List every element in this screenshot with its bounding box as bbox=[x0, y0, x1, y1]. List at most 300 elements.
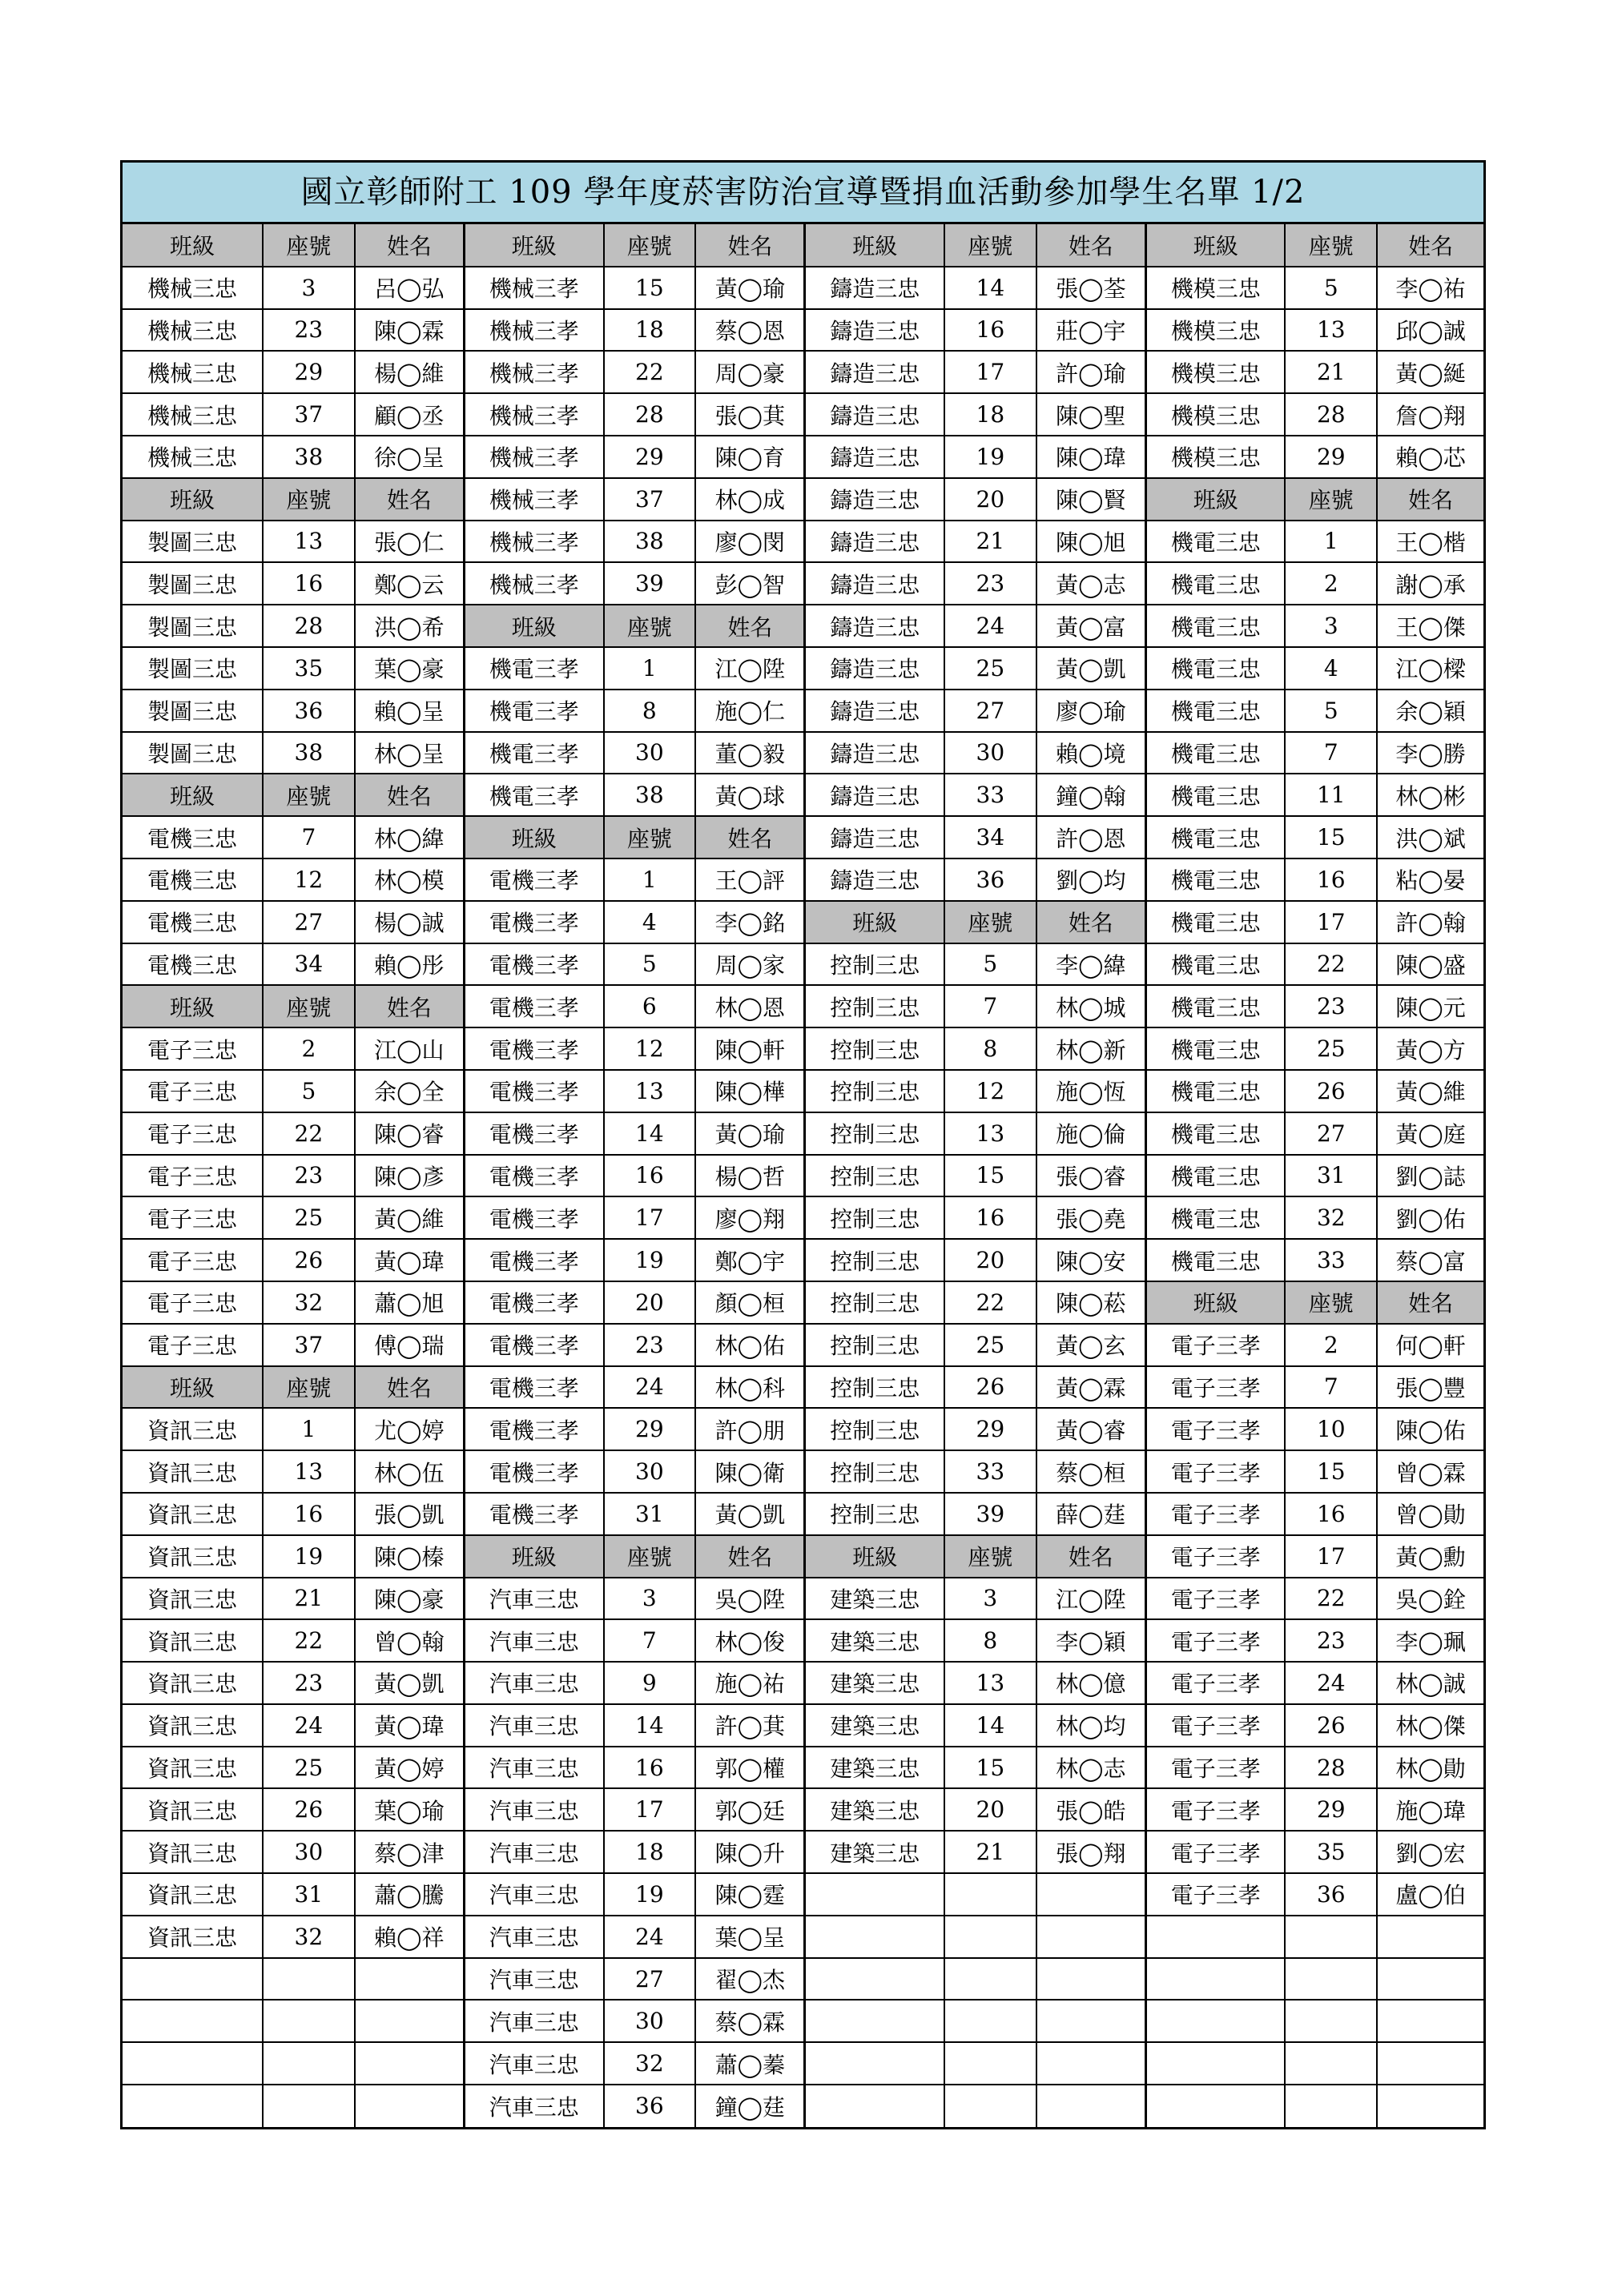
cell-seat: 21 bbox=[944, 1831, 1036, 1873]
cell-name: 王◯傑 bbox=[1377, 605, 1483, 647]
cell-name: 余◯穎 bbox=[1377, 690, 1483, 732]
cell-name: 張◯皓 bbox=[1036, 1788, 1146, 1831]
cell-seat: 14 bbox=[604, 1112, 696, 1155]
cell-class: 汽車三忠 bbox=[464, 1958, 603, 2000]
cell-seat: 38 bbox=[263, 732, 355, 774]
cell-name: 黃◯凱 bbox=[695, 1493, 805, 1535]
cell-seat: 13 bbox=[944, 1112, 1036, 1155]
cell-class: 機電三忠 bbox=[1145, 562, 1285, 605]
cell-class: 電子三孝 bbox=[1145, 1831, 1285, 1873]
cell-name: 陳◯聖 bbox=[1036, 393, 1146, 436]
cell-class: 製圖三忠 bbox=[123, 605, 263, 647]
cell-name: 黃◯志 bbox=[1036, 562, 1146, 605]
cell-class: 機電三忠 bbox=[1145, 1196, 1285, 1239]
cell-class: 機電三忠 bbox=[1145, 605, 1285, 647]
cell-name: 翟◯杰 bbox=[695, 1958, 805, 2000]
cell-class: 機械三忠 bbox=[123, 267, 263, 309]
cell-seat: 32 bbox=[263, 1281, 355, 1324]
cell-class: 電子三忠 bbox=[123, 1324, 263, 1366]
cell-name: 黃◯勳 bbox=[1377, 1535, 1483, 1578]
cell-seat: 29 bbox=[604, 436, 696, 478]
cell-name: 葉◯呈 bbox=[695, 1916, 805, 1958]
cell-class: 機電三忠 bbox=[1145, 690, 1285, 732]
header-seat: 座號 bbox=[1285, 478, 1377, 521]
cell-name: 王◯評 bbox=[695, 858, 805, 901]
empty-cell bbox=[355, 1958, 465, 2000]
cell-name: 陳◯彥 bbox=[355, 1155, 465, 1197]
cell-seat: 33 bbox=[944, 1450, 1036, 1493]
cell-seat: 14 bbox=[604, 1704, 696, 1747]
cell-name: 謝◯承 bbox=[1377, 562, 1483, 605]
cell-seat: 38 bbox=[604, 774, 696, 816]
cell-seat: 2 bbox=[1285, 1324, 1377, 1366]
cell-seat: 27 bbox=[263, 901, 355, 943]
cell-seat: 3 bbox=[1285, 605, 1377, 647]
cell-class: 電機三孝 bbox=[464, 1070, 603, 1112]
cell-seat: 13 bbox=[604, 1070, 696, 1112]
cell-seat: 24 bbox=[604, 1916, 696, 1958]
cell-name: 黃◯霖 bbox=[1036, 1366, 1146, 1409]
cell-seat: 20 bbox=[604, 1281, 696, 1324]
cell-name: 曾◯勛 bbox=[1377, 1493, 1483, 1535]
cell-name: 黃◯玄 bbox=[1036, 1324, 1146, 1366]
cell-class: 電機三孝 bbox=[464, 1112, 603, 1155]
cell-name: 鄭◯宇 bbox=[695, 1239, 805, 1281]
cell-class: 電機三孝 bbox=[464, 1239, 603, 1281]
empty-cell bbox=[1036, 2042, 1146, 2085]
cell-seat: 39 bbox=[944, 1493, 1036, 1535]
header-class: 班級 bbox=[464, 816, 603, 858]
cell-class: 建築三忠 bbox=[805, 1831, 944, 1873]
cell-seat: 29 bbox=[604, 1408, 696, 1450]
empty-cell bbox=[1036, 1873, 1146, 1916]
cell-name: 陳◯元 bbox=[1377, 985, 1483, 1027]
cell-name: 鐘◯翰 bbox=[1036, 774, 1146, 816]
header-name: 姓名 bbox=[355, 224, 465, 267]
cell-seat: 32 bbox=[604, 2042, 696, 2085]
table-row bbox=[123, 1619, 1483, 1662]
cell-name: 陳◯榛 bbox=[355, 1535, 465, 1578]
header-name: 姓名 bbox=[355, 478, 465, 521]
cell-seat: 22 bbox=[263, 1112, 355, 1155]
empty-cell bbox=[1285, 1916, 1377, 1958]
cell-name: 劉◯誌 bbox=[1377, 1155, 1483, 1197]
cell-seat: 13 bbox=[944, 1662, 1036, 1704]
table-row bbox=[123, 521, 1483, 563]
cell-name: 黃◯婷 bbox=[355, 1747, 465, 1789]
cell-name: 施◯瑋 bbox=[1377, 1788, 1483, 1831]
cell-name: 蔡◯霖 bbox=[695, 2000, 805, 2042]
cell-seat: 30 bbox=[604, 1450, 696, 1493]
cell-name: 廖◯瑜 bbox=[1036, 690, 1146, 732]
cell-seat: 21 bbox=[1285, 351, 1377, 393]
cell-seat: 36 bbox=[944, 858, 1036, 901]
cell-name: 黃◯維 bbox=[1377, 1070, 1483, 1112]
cell-name: 陳◯賢 bbox=[1036, 478, 1146, 521]
cell-seat: 31 bbox=[604, 1493, 696, 1535]
header-name: 姓名 bbox=[355, 774, 465, 816]
cell-name: 林◯恩 bbox=[695, 985, 805, 1027]
header-class: 班級 bbox=[123, 478, 263, 521]
cell-name: 林◯彬 bbox=[1377, 774, 1483, 816]
cell-name: 陳◯育 bbox=[695, 436, 805, 478]
cell-class: 電機三孝 bbox=[464, 1450, 603, 1493]
header-seat: 座號 bbox=[604, 1535, 696, 1578]
cell-seat: 38 bbox=[604, 521, 696, 563]
cell-class: 資訊三忠 bbox=[123, 1493, 263, 1535]
cell-seat: 30 bbox=[604, 2000, 696, 2042]
cell-name: 黃◯方 bbox=[1377, 1027, 1483, 1070]
cell-class: 鑄造三忠 bbox=[805, 436, 944, 478]
cell-name: 林◯傑 bbox=[1377, 1704, 1483, 1747]
cell-name: 李◯珮 bbox=[1377, 1619, 1483, 1662]
cell-name: 許◯瑜 bbox=[1036, 351, 1146, 393]
cell-class: 資訊三忠 bbox=[123, 1535, 263, 1578]
cell-class: 汽車三忠 bbox=[464, 1578, 603, 1620]
cell-name: 陳◯安 bbox=[1036, 1239, 1146, 1281]
table-row bbox=[123, 2000, 1483, 2042]
cell-class: 機械三忠 bbox=[123, 309, 263, 352]
empty-cell bbox=[805, 2085, 944, 2127]
header-seat: 座號 bbox=[944, 901, 1036, 943]
cell-class: 機電三忠 bbox=[1145, 858, 1285, 901]
cell-name: 黃◯瑜 bbox=[695, 1112, 805, 1155]
cell-seat: 16 bbox=[944, 1196, 1036, 1239]
cell-seat: 4 bbox=[604, 901, 696, 943]
cell-name: 余◯全 bbox=[355, 1070, 465, 1112]
table-row bbox=[123, 816, 1483, 858]
cell-name: 陳◯旭 bbox=[1036, 521, 1146, 563]
cell-seat: 16 bbox=[944, 309, 1036, 352]
header-class: 班級 bbox=[1145, 224, 1285, 267]
cell-seat: 5 bbox=[944, 943, 1036, 986]
cell-class: 機械三孝 bbox=[464, 521, 603, 563]
cell-seat: 16 bbox=[1285, 858, 1377, 901]
empty-cell bbox=[263, 2000, 355, 2042]
cell-class: 電機三忠 bbox=[123, 816, 263, 858]
cell-seat: 14 bbox=[944, 1704, 1036, 1747]
cell-name: 林◯成 bbox=[695, 478, 805, 521]
cell-seat: 24 bbox=[263, 1704, 355, 1747]
cell-class: 電機三孝 bbox=[464, 943, 603, 986]
empty-cell bbox=[1377, 1916, 1483, 1958]
table-row bbox=[123, 2042, 1483, 2085]
cell-class: 鑄造三忠 bbox=[805, 351, 944, 393]
header-class: 班級 bbox=[805, 1535, 944, 1578]
cell-seat: 3 bbox=[263, 267, 355, 309]
cell-class: 機電三孝 bbox=[464, 732, 603, 774]
cell-name: 楊◯哲 bbox=[695, 1155, 805, 1197]
roster-table bbox=[123, 224, 1483, 2127]
table-row bbox=[123, 1916, 1483, 1958]
cell-class: 電子三孝 bbox=[1145, 1535, 1285, 1578]
cell-name: 李◯祐 bbox=[1377, 267, 1483, 309]
empty-cell bbox=[263, 1958, 355, 2000]
cell-seat: 19 bbox=[604, 1873, 696, 1916]
table-row bbox=[123, 1747, 1483, 1789]
cell-class: 電子三孝 bbox=[1145, 1408, 1285, 1450]
cell-seat: 23 bbox=[1285, 985, 1377, 1027]
cell-name: 林◯新 bbox=[1036, 1027, 1146, 1070]
cell-name: 賴◯祥 bbox=[355, 1916, 465, 1958]
cell-class: 電子三忠 bbox=[123, 1196, 263, 1239]
cell-seat: 31 bbox=[263, 1873, 355, 1916]
cell-class: 電子三孝 bbox=[1145, 1662, 1285, 1704]
empty-cell bbox=[1285, 1958, 1377, 2000]
cell-name: 張◯仁 bbox=[355, 521, 465, 563]
cell-name: 曾◯翰 bbox=[355, 1619, 465, 1662]
cell-class: 機電三忠 bbox=[1145, 1155, 1285, 1197]
cell-seat: 30 bbox=[263, 1831, 355, 1873]
cell-class: 機電三忠 bbox=[1145, 816, 1285, 858]
cell-class: 控制三忠 bbox=[805, 1196, 944, 1239]
cell-name: 林◯模 bbox=[355, 858, 465, 901]
cell-class: 汽車三忠 bbox=[464, 2085, 603, 2127]
cell-class: 建築三忠 bbox=[805, 1662, 944, 1704]
cell-seat: 15 bbox=[944, 1747, 1036, 1789]
cell-name: 顧◯丞 bbox=[355, 393, 465, 436]
cell-name: 董◯毅 bbox=[695, 732, 805, 774]
cell-name: 王◯楷 bbox=[1377, 521, 1483, 563]
cell-seat: 26 bbox=[1285, 1070, 1377, 1112]
empty-cell bbox=[1285, 2085, 1377, 2127]
cell-seat: 19 bbox=[604, 1239, 696, 1281]
table-row bbox=[123, 1831, 1483, 1873]
empty-cell bbox=[355, 2085, 465, 2127]
cell-seat: 20 bbox=[944, 478, 1036, 521]
cell-name: 劉◯宏 bbox=[1377, 1831, 1483, 1873]
header-name: 姓名 bbox=[355, 985, 465, 1027]
table-row bbox=[123, 1535, 1483, 1578]
header-name: 姓名 bbox=[695, 816, 805, 858]
cell-class: 鑄造三忠 bbox=[805, 393, 944, 436]
cell-class: 資訊三忠 bbox=[123, 1704, 263, 1747]
cell-class: 電子三孝 bbox=[1145, 1788, 1285, 1831]
cell-seat: 20 bbox=[944, 1788, 1036, 1831]
cell-name: 蔡◯津 bbox=[355, 1831, 465, 1873]
cell-name: 許◯朋 bbox=[695, 1408, 805, 1450]
cell-class: 機械三孝 bbox=[464, 351, 603, 393]
cell-class: 電子三孝 bbox=[1145, 1704, 1285, 1747]
cell-class: 控制三忠 bbox=[805, 1408, 944, 1450]
cell-name: 林◯科 bbox=[695, 1366, 805, 1409]
table-row bbox=[123, 1662, 1483, 1704]
cell-seat: 9 bbox=[604, 1662, 696, 1704]
cell-class: 控制三忠 bbox=[805, 1324, 944, 1366]
cell-class: 電子三忠 bbox=[123, 1155, 263, 1197]
cell-seat: 23 bbox=[263, 1662, 355, 1704]
cell-seat: 16 bbox=[263, 1493, 355, 1535]
table-row bbox=[123, 1408, 1483, 1450]
cell-seat: 19 bbox=[263, 1535, 355, 1578]
cell-name: 楊◯誠 bbox=[355, 901, 465, 943]
cell-class: 電子三孝 bbox=[1145, 1450, 1285, 1493]
cell-seat: 2 bbox=[263, 1027, 355, 1070]
cell-class: 機模三忠 bbox=[1145, 267, 1285, 309]
cell-name: 黃◯睿 bbox=[1036, 1408, 1146, 1450]
cell-seat: 25 bbox=[263, 1196, 355, 1239]
cell-seat: 24 bbox=[944, 605, 1036, 647]
cell-class: 汽車三忠 bbox=[464, 2042, 603, 2085]
cell-seat: 23 bbox=[263, 1155, 355, 1197]
cell-class: 機械三孝 bbox=[464, 267, 603, 309]
cell-class: 電子三孝 bbox=[1145, 1324, 1285, 1366]
cell-seat: 12 bbox=[944, 1070, 1036, 1112]
cell-seat: 36 bbox=[1285, 1873, 1377, 1916]
empty-cell bbox=[1036, 2000, 1146, 2042]
cell-name: 施◯仁 bbox=[695, 690, 805, 732]
cell-seat: 3 bbox=[604, 1578, 696, 1620]
cell-seat: 34 bbox=[944, 816, 1036, 858]
cell-class: 控制三忠 bbox=[805, 1112, 944, 1155]
cell-name: 林◯誠 bbox=[1377, 1662, 1483, 1704]
cell-class: 控制三忠 bbox=[805, 1239, 944, 1281]
cell-seat: 27 bbox=[1285, 1112, 1377, 1155]
cell-seat: 15 bbox=[944, 1155, 1036, 1197]
cell-class: 鑄造三忠 bbox=[805, 690, 944, 732]
empty-cell bbox=[944, 2042, 1036, 2085]
cell-seat: 13 bbox=[1285, 309, 1377, 352]
cell-class: 機電三孝 bbox=[464, 647, 603, 690]
header-name: 姓名 bbox=[355, 1366, 465, 1409]
cell-class: 機械三孝 bbox=[464, 436, 603, 478]
empty-cell bbox=[355, 2000, 465, 2042]
cell-name: 粘◯晏 bbox=[1377, 858, 1483, 901]
cell-seat: 27 bbox=[944, 690, 1036, 732]
cell-seat: 15 bbox=[604, 267, 696, 309]
header-name: 姓名 bbox=[1377, 1281, 1483, 1324]
table-row bbox=[123, 1155, 1483, 1197]
empty-cell bbox=[1285, 2000, 1377, 2042]
cell-class: 機電三忠 bbox=[1145, 1070, 1285, 1112]
header-name: 姓名 bbox=[695, 224, 805, 267]
cell-seat: 29 bbox=[944, 1408, 1036, 1450]
header-class: 班級 bbox=[805, 901, 944, 943]
header-class: 班級 bbox=[464, 605, 603, 647]
empty-cell bbox=[123, 2085, 263, 2127]
empty-cell bbox=[944, 2000, 1036, 2042]
cell-seat: 17 bbox=[604, 1196, 696, 1239]
cell-seat: 7 bbox=[1285, 1366, 1377, 1409]
cell-seat: 19 bbox=[944, 436, 1036, 478]
header-seat: 座號 bbox=[1285, 224, 1377, 267]
cell-seat: 14 bbox=[944, 267, 1036, 309]
header-class: 班級 bbox=[123, 774, 263, 816]
cell-seat: 18 bbox=[604, 309, 696, 352]
cell-name: 彭◯智 bbox=[695, 562, 805, 605]
cell-class: 製圖三忠 bbox=[123, 521, 263, 563]
cell-name: 蕭◯蓁 bbox=[695, 2042, 805, 2085]
cell-seat: 23 bbox=[944, 562, 1036, 605]
cell-seat: 12 bbox=[604, 1027, 696, 1070]
table-row bbox=[123, 267, 1483, 309]
cell-name: 賴◯境 bbox=[1036, 732, 1146, 774]
cell-class: 鑄造三忠 bbox=[805, 816, 944, 858]
cell-class: 電子三孝 bbox=[1145, 1493, 1285, 1535]
cell-name: 陳◯軒 bbox=[695, 1027, 805, 1070]
cell-class: 汽車三忠 bbox=[464, 1831, 603, 1873]
table-row bbox=[123, 1704, 1483, 1747]
cell-class: 機電三忠 bbox=[1145, 901, 1285, 943]
table-row bbox=[123, 1239, 1483, 1281]
cell-seat: 13 bbox=[263, 521, 355, 563]
cell-class: 電機三孝 bbox=[464, 1155, 603, 1197]
cell-class: 電機三孝 bbox=[464, 901, 603, 943]
cell-seat: 15 bbox=[1285, 816, 1377, 858]
header-class: 班級 bbox=[805, 224, 944, 267]
header-seat: 座號 bbox=[263, 478, 355, 521]
cell-class: 電子三忠 bbox=[123, 1027, 263, 1070]
cell-seat: 22 bbox=[263, 1619, 355, 1662]
cell-seat: 22 bbox=[1285, 1578, 1377, 1620]
empty-cell bbox=[1145, 1958, 1285, 2000]
header-seat: 座號 bbox=[604, 224, 696, 267]
cell-seat: 37 bbox=[263, 1324, 355, 1366]
cell-name: 黃◯綖 bbox=[1377, 351, 1483, 393]
cell-class: 資訊三忠 bbox=[123, 1408, 263, 1450]
table-row bbox=[123, 1281, 1483, 1324]
cell-class: 控制三忠 bbox=[805, 1155, 944, 1197]
cell-class: 鑄造三忠 bbox=[805, 732, 944, 774]
cell-name: 何◯軒 bbox=[1377, 1324, 1483, 1366]
cell-name: 葉◯豪 bbox=[355, 647, 465, 690]
cell-seat: 30 bbox=[604, 732, 696, 774]
table-row bbox=[123, 436, 1483, 478]
cell-name: 薛◯莛 bbox=[1036, 1493, 1146, 1535]
cell-name: 邱◯誠 bbox=[1377, 309, 1483, 352]
cell-name: 吳◯銓 bbox=[1377, 1578, 1483, 1620]
header-name: 姓名 bbox=[695, 605, 805, 647]
empty-cell bbox=[1036, 1916, 1146, 1958]
cell-name: 許◯翰 bbox=[1377, 901, 1483, 943]
cell-class: 機電三孝 bbox=[464, 690, 603, 732]
cell-seat: 30 bbox=[944, 732, 1036, 774]
cell-name: 賴◯芯 bbox=[1377, 436, 1483, 478]
table-row bbox=[123, 1873, 1483, 1916]
header-class: 班級 bbox=[1145, 478, 1285, 521]
cell-class: 鑄造三忠 bbox=[805, 647, 944, 690]
cell-name: 陳◯菘 bbox=[1036, 1281, 1146, 1324]
cell-class: 機電三忠 bbox=[1145, 943, 1285, 986]
cell-class: 電子三忠 bbox=[123, 1239, 263, 1281]
cell-name: 施◯倫 bbox=[1036, 1112, 1146, 1155]
cell-class: 控制三忠 bbox=[805, 1281, 944, 1324]
cell-name: 周◯家 bbox=[695, 943, 805, 986]
table-row bbox=[123, 647, 1483, 690]
cell-class: 機電三孝 bbox=[464, 774, 603, 816]
cell-class: 控制三忠 bbox=[805, 943, 944, 986]
cell-class: 機模三忠 bbox=[1145, 393, 1285, 436]
cell-seat: 37 bbox=[604, 478, 696, 521]
cell-name: 陳◯衛 bbox=[695, 1450, 805, 1493]
cell-seat: 2 bbox=[1285, 562, 1377, 605]
cell-name: 李◯緯 bbox=[1036, 943, 1146, 986]
cell-seat: 8 bbox=[944, 1619, 1036, 1662]
cell-seat: 29 bbox=[1285, 1788, 1377, 1831]
header-class: 班級 bbox=[1145, 1281, 1285, 1324]
cell-name: 洪◯希 bbox=[355, 605, 465, 647]
cell-name: 吳◯陞 bbox=[695, 1578, 805, 1620]
cell-class: 資訊三忠 bbox=[123, 1831, 263, 1873]
cell-class: 電子三孝 bbox=[1145, 1619, 1285, 1662]
table-row bbox=[123, 732, 1483, 774]
cell-class: 資訊三忠 bbox=[123, 1916, 263, 1958]
cell-seat: 23 bbox=[604, 1324, 696, 1366]
cell-seat: 8 bbox=[944, 1027, 1036, 1070]
cell-name: 陳◯豪 bbox=[355, 1578, 465, 1620]
cell-name: 張◯豐 bbox=[1377, 1366, 1483, 1409]
cell-name: 顏◯桓 bbox=[695, 1281, 805, 1324]
